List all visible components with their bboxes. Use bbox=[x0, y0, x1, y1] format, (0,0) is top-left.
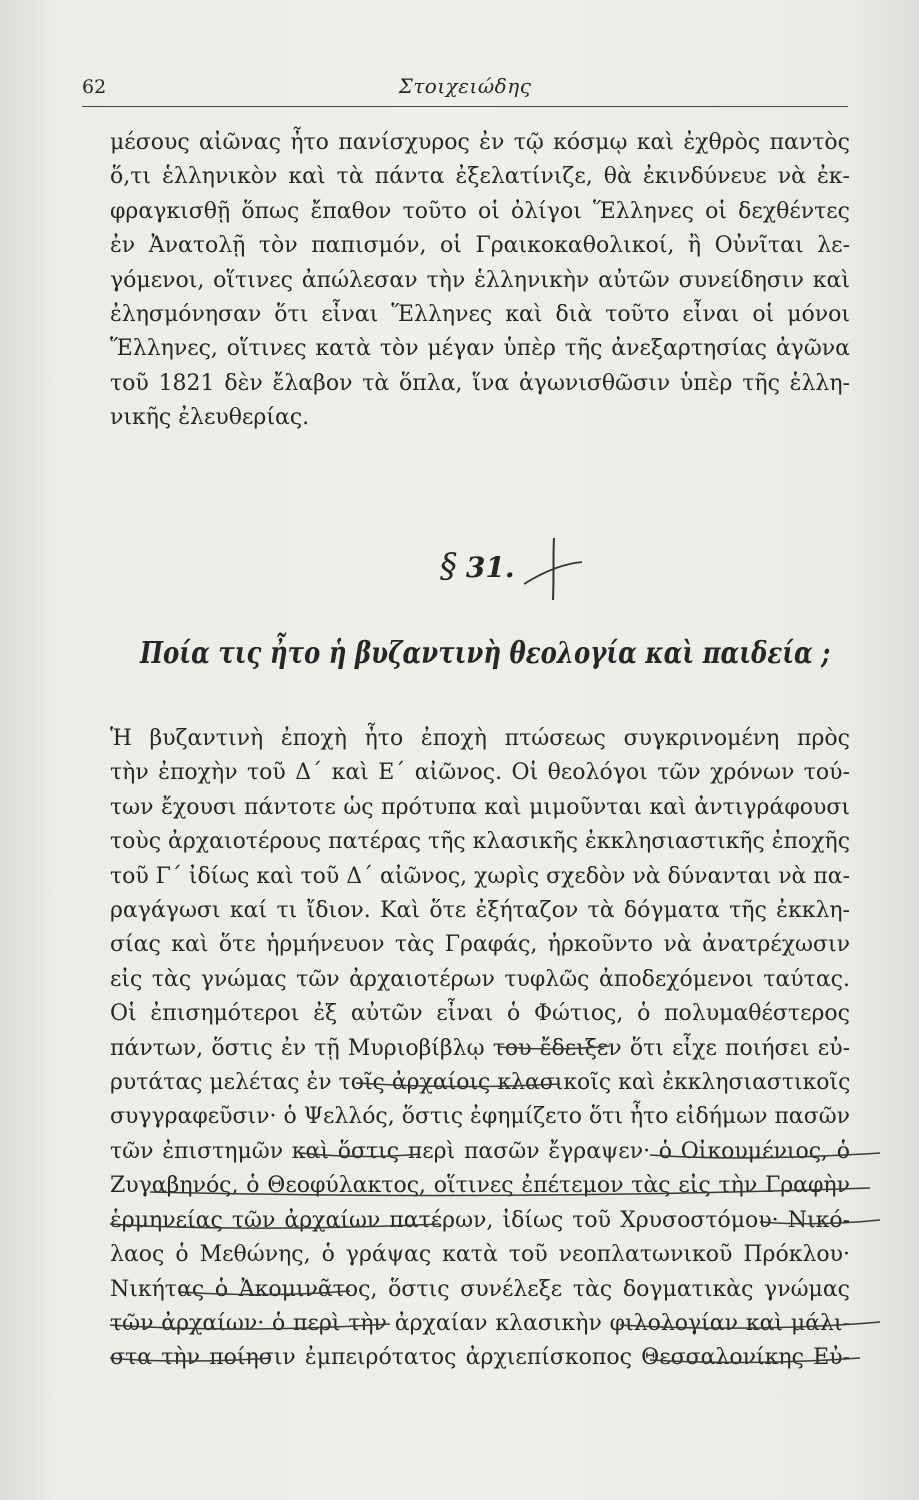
text-line: ρυτάτας μελέτας ἐν τοῖς ἀρχαίοις κλασικοῖς καὶ ἐκκλησιαστικοῖς bbox=[110, 1070, 851, 1096]
running-title: Στοιχειώδης bbox=[398, 74, 532, 98]
text-line: συγγραφεῦσιν· ὁ Ψελλός, ὅστις ἐφημίζετο ὅτι ἦτο εἰδήμων πασῶν bbox=[110, 1104, 851, 1130]
text-line: τῶν ἐπιστημῶν καὶ ὅστις περὶ πασῶν ἔγραψεν· ὁ Οἰκουμένιος, ὁ bbox=[110, 1138, 850, 1164]
text-line: ἑρμηνείας τῶν ἀρχαίων πατέρων, ἰδίως τοῦ Χρυσοστόμου· Νικό- bbox=[110, 1207, 850, 1233]
text-line: ἐλησμόνησαν ὅτι εἶναι Ἕλληνες καὶ διὰ τοῦτο εἶναι οἱ μόνοι bbox=[110, 302, 850, 328]
text-line: σίας καὶ ὅτε ἡρμήνευον τὰς Γραφάς, ἠρκοῦντο νὰ ἀνατρέχωσιν bbox=[110, 932, 850, 958]
text-line: Ζυγαβηνός, ὁ Θεοφύλακτος, οἵτινες ἐπέτεμον τὰς εἰς τὴν Γραφὴν bbox=[110, 1173, 850, 1199]
text-line: λαος ὁ Μεθώνης, ὁ γράψας κατὰ τοῦ νεοπλατωνικοῦ Πρόκλου· bbox=[110, 1242, 850, 1268]
question-heading: Ποία τις ἦτο ἡ βυζαντινὴ θεολογία καὶ παιδεία ; bbox=[140, 636, 831, 671]
text-line: ἐν Ἀνατολῇ τὸν παπισμόν, οἱ Γραικοκαθολικοί, ἢ Οὐνῖται λε- bbox=[110, 233, 850, 259]
text-line: εἰς τὰς γνώμας τῶν ἀρχαιοτέρων τυφλῶς ἀποδεχόμενοι ταύτας. bbox=[110, 966, 850, 992]
text-line: τοὺς ἀρχαιοτέρους πατέρας τῆς κλασικῆς ἐκκλησιαστικῆς ἐποχῆς bbox=[110, 829, 851, 855]
section-symbol: § bbox=[440, 546, 457, 586]
text-line: των ἔχουσι πάντοτε ὡς πρότυπα καὶ μιμοῦνται καὶ ἀντιγράφουσι bbox=[110, 794, 850, 820]
text-line: γόμενοι, οἵτινες ἀπώλεσαν τὴν ἑλληνικὴν αὐτῶν συνείδησιν καὶ bbox=[110, 267, 850, 293]
text-line: φραγκισθῇ ὅπως ἔπαθον τοῦτο οἱ ὀλίγοι Ἕλληνες οἱ δεχθέντες bbox=[110, 198, 850, 224]
text-line: τοῦ 1821 δὲν ἔλαβον τὰ ὅπλα, ἵνα ἀγωνισθῶσιν ὑπὲρ τῆς ἑλλη- bbox=[110, 370, 850, 396]
page-number: 62 bbox=[82, 76, 107, 98]
text-line: μέσους αἰῶνας ἦτο πανίσχυρος ἐν τῷ κόσμῳ καὶ ἐχθρὸς παντὸς bbox=[110, 130, 850, 155]
text-line: ὅ,τι ἑλληνικὸν καὶ τὰ πάντα ἐξελατίνιζε, θὰ ἐκινδύνευε νὰ ἐκ- bbox=[110, 164, 850, 190]
text-line: Νικήτας ὁ Ἀκομινᾶτος, ὅστις συνέλεξε τὰς δογματικὰς γνώμας bbox=[110, 1276, 850, 1302]
text-line: Ἡ βυζαντινὴ ἐποχὴ ἦτο ἐποχὴ πτώσεως συγκρινομένη πρὸς bbox=[110, 726, 850, 751]
text-line: πάντων, ὅστις ἐν τῇ Μυριοβίβλῳ του ἔδειξεν ὅτι εἶχε ποιήσει εὐ- bbox=[110, 1035, 850, 1061]
text-line: Ἕλληνες, οἵτινες κατὰ τὸν μέγαν ὑπὲρ τῆς ἀνεξαρτησίας ἀγῶνα bbox=[110, 336, 850, 362]
text-line: ραγάγωσι καί τι ἴδιον. Καὶ ὅτε ἐξήταζον τὰ δόγματα τῆς ἐκκλη- bbox=[110, 898, 850, 924]
section-number-value: 31. bbox=[465, 551, 515, 584]
text-line: τὴν ἐποχὴν τοῦ Δ΄ καὶ Ε΄ αἰῶνος. Οἱ θεολόγοι τῶν χρόνων τού- bbox=[110, 760, 850, 786]
text-line: τοῦ Γ΄ ἰδίως καὶ τοῦ Δ΄ αἰῶνος, χωρὶς σχεδὸν νὰ δύνανται νὰ πα- bbox=[110, 863, 850, 889]
text-line: Οἱ ἐπισημότεροι ἐξ αὐτῶν εἶναι ὁ Φώτιος, ὁ πολυμαθέστερος bbox=[110, 1001, 850, 1027]
text-line: στα τὴν ποίησιν ἐμπειρότατος ἀρχιεπίσκοπος Θεσσαλονίκης Εὐ- bbox=[110, 1345, 850, 1371]
text-line: νικῆς ἐλευθερίας. bbox=[110, 405, 310, 431]
text-line: τῶν ἀρχαίων· ὁ περὶ τὴν ἀρχαίαν κλασικὴν φιλολογίαν καὶ μάλι- bbox=[110, 1310, 850, 1336]
